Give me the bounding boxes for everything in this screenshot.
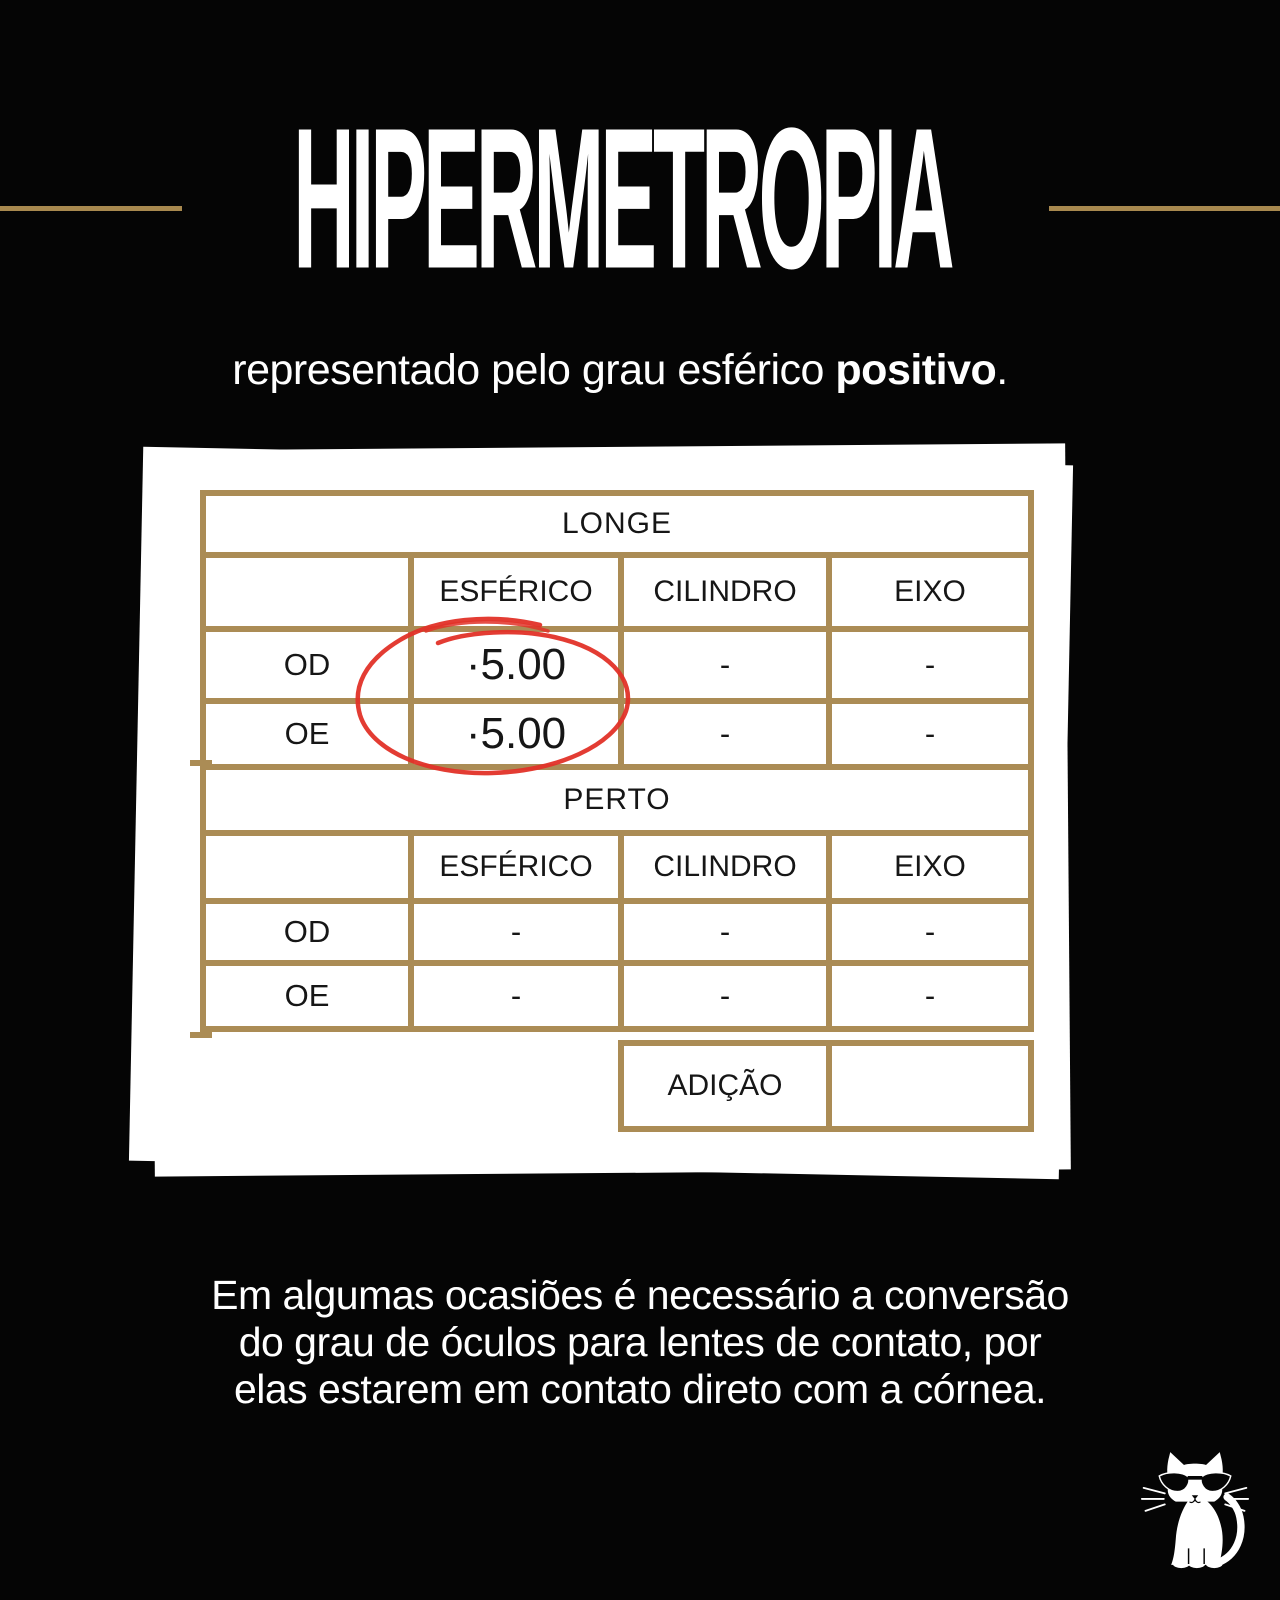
- value-perto-od-eixo: -: [826, 904, 1028, 960]
- table-header-row-perto: [206, 836, 1028, 898]
- footer-line-1: Em algumas ocasiões é necessário a conversão: [211, 1272, 1069, 1318]
- header-cell-eixo: EIXO: [826, 558, 1028, 626]
- table-row-perto-oe: [206, 966, 1028, 1026]
- subtitle-suffix: .: [996, 346, 1008, 394]
- header-cell-eixo: EIXO: [826, 836, 1028, 898]
- adicao-label-cell: ADIÇÃO: [667, 1069, 783, 1102]
- row-label-oe: OE: [284, 716, 330, 751]
- header-cell-cilindro: CILINDRO: [618, 836, 826, 898]
- row-label-od: OD: [283, 647, 331, 682]
- value-longe-oe-esferico: ·5.00: [408, 704, 618, 764]
- value-perto-od-esferico: -: [408, 904, 618, 960]
- subtitle-bold: positivo: [835, 346, 997, 394]
- section-title-longe: LONGE: [561, 507, 673, 540]
- footer-paragraph: [0, 1272, 1280, 1413]
- adicao-row: [618, 1040, 1034, 1132]
- footer-line-3: elas estarem em contato direto com a córnea.: [233, 1366, 1047, 1412]
- red-circle-annotation-icon: [340, 605, 660, 790]
- value-perto-oe-esferico: -: [408, 966, 618, 1026]
- value-longe-oe-cilindro: -: [618, 704, 826, 764]
- subtitle-prefix: representado pelo grau esférico: [232, 346, 836, 394]
- table-row-perto-od: [206, 904, 1028, 960]
- subtitle: [0, 345, 1240, 395]
- header-cell-empty: [206, 836, 408, 898]
- header-cell-esferico: ESFÉRICO: [408, 558, 618, 626]
- border-overhang-left-bottom: [190, 1032, 212, 1038]
- value-longe-oe-eixo: -: [826, 704, 1028, 764]
- value-longe-od-esferico: ·5.00: [408, 632, 618, 698]
- header-cell-cilindro: CILINDRO: [618, 558, 826, 626]
- footer-line-2: do grau de óculos para lentes de contato, por: [238, 1319, 1042, 1365]
- value-perto-oe-cilindro: -: [618, 966, 826, 1026]
- value-longe-od-cilindro: -: [618, 632, 826, 698]
- section-title-perto: PERTO: [563, 783, 671, 816]
- row-label-od: OD: [283, 914, 331, 949]
- page-title: [0, 88, 1244, 312]
- header-cell-esferico: ESFÉRICO: [408, 836, 618, 898]
- value-perto-od-cilindro: -: [618, 904, 826, 960]
- border-overhang-left-top: [190, 760, 212, 766]
- sunglasses-cat-logo-icon: [1140, 1442, 1250, 1587]
- value-longe-od-eixo: -: [826, 632, 1028, 698]
- row-label-oe: OE: [284, 978, 330, 1013]
- adicao-value-cell: [826, 1046, 1028, 1126]
- value-perto-oe-eixo: -: [826, 966, 1028, 1026]
- page-title-text: HIPERMETROPIA: [293, 88, 951, 312]
